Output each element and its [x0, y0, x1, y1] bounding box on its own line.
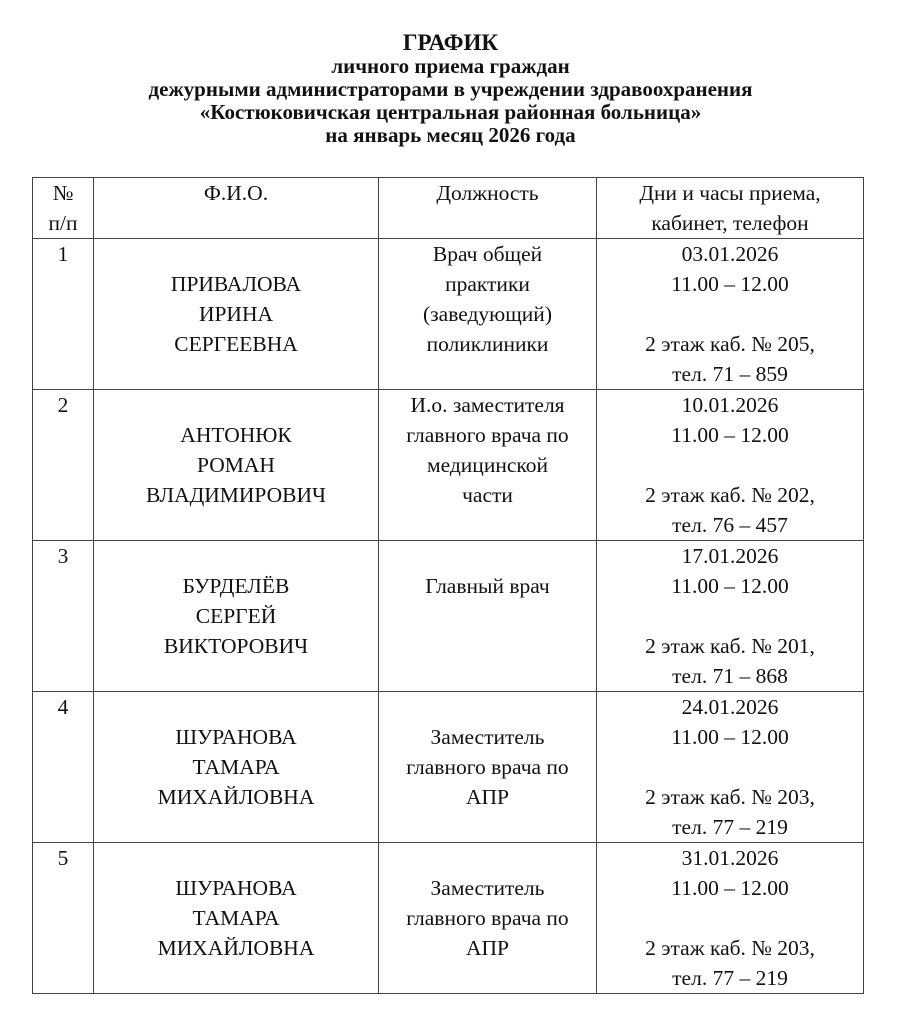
reception-hours: 11.00 – 12.00 [671, 574, 789, 598]
header-line-1: личного приема граждан [331, 54, 570, 78]
position-line [383, 843, 592, 873]
reception-info [597, 390, 864, 541]
spacer [601, 903, 859, 933]
person-name-line: ВИКТОРОВИЧ [163, 634, 309, 658]
document-header [0, 30, 901, 147]
header-line-3: «Костюковичская центральная районная больница» [199, 100, 702, 124]
row-number: 4 [33, 692, 94, 843]
person-name-line: АНТОНЮК [180, 423, 292, 447]
reception-phone: тел. 77 – 219 [672, 966, 788, 990]
person-name-line: ШУРАНОВА [175, 725, 297, 749]
position-line: (заведующий) [423, 302, 552, 326]
spacer [601, 450, 859, 480]
position [379, 239, 597, 390]
reception-hours: 11.00 – 12.00 [671, 725, 789, 749]
person-name-line: МИХАЙЛОВНА [157, 785, 315, 809]
reception-info [597, 692, 864, 843]
position-line: главного врача по [406, 755, 569, 779]
table-header-row [33, 178, 864, 239]
spacer [601, 299, 859, 329]
reception-date: 17.01.2026 [681, 544, 779, 568]
document-title: ГРАФИК [402, 30, 499, 55]
reception-phone: тел. 71 – 859 [672, 362, 788, 386]
reception-hours: 11.00 – 12.00 [671, 876, 789, 900]
reception-info [597, 541, 864, 692]
row-number: 3 [33, 541, 94, 692]
reception-hours: 11.00 – 12.00 [671, 423, 789, 447]
reception-room: 2 этаж каб. № 205, [645, 332, 815, 356]
table-row [33, 390, 864, 541]
person-name-lines [98, 541, 374, 661]
header-line-2: дежурными администраторами в учреждении здравоохранения [148, 77, 753, 101]
person-name-line: БУРДЕЛЁВ [182, 574, 290, 598]
spacer [601, 601, 859, 631]
row-number: 2 [33, 390, 94, 541]
person-name-line: МИХАЙЛОВНА [157, 936, 315, 960]
column-header-schedule-line-1: Дни и часы приема, [639, 181, 821, 205]
column-header-name: Ф.И.О. [94, 178, 379, 239]
position-line [383, 692, 592, 722]
table-row [33, 239, 864, 390]
position-line: Врач общей [432, 242, 543, 266]
schedule-table [32, 177, 864, 994]
person-name [94, 390, 379, 541]
column-header-number-line-1: № [52, 181, 74, 205]
reception-room: 2 этаж каб. № 203, [645, 936, 815, 960]
reception-date: 31.01.2026 [681, 846, 779, 870]
position-line: АПР [465, 785, 509, 809]
column-header-position: Должность [379, 178, 597, 239]
person-name [94, 541, 379, 692]
position-line: Заместитель [430, 876, 545, 900]
position-line: Заместитель [430, 725, 545, 749]
person-name [94, 239, 379, 390]
person-name-line: ВЛАДИМИРОВИЧ [145, 483, 327, 507]
position [379, 692, 597, 843]
person-name [94, 692, 379, 843]
reception-phone: тел. 76 – 457 [672, 513, 788, 537]
position-line: Главный врач [425, 574, 550, 598]
reception-room: 2 этаж каб. № 202, [645, 483, 815, 507]
person-name-line: СЕРГЕЕВНА [174, 332, 298, 356]
person-name-line: ШУРАНОВА [175, 876, 297, 900]
reception-room: 2 этаж каб. № 201, [645, 634, 815, 658]
position-line: АПР [465, 936, 509, 960]
row-number: 1 [33, 239, 94, 390]
person-name-line: ПРИВАЛОВА [170, 272, 302, 296]
position-line [383, 541, 592, 571]
position-line: главного врача по [406, 906, 569, 930]
reception-phone: тел. 71 – 868 [672, 664, 788, 688]
table-row [33, 692, 864, 843]
spacer [601, 752, 859, 782]
person-name [94, 843, 379, 994]
position-line: практики [445, 272, 530, 296]
person-name-lines [98, 239, 374, 359]
position [379, 390, 597, 541]
column-header-schedule-line-2: кабинет, телефон [651, 211, 809, 235]
position-line: поликлиники [426, 332, 549, 356]
person-name-line: ТАМАРА [192, 906, 280, 930]
reception-hours: 11.00 – 12.00 [671, 272, 789, 296]
reception-date: 24.01.2026 [681, 695, 779, 719]
column-header-schedule [597, 178, 864, 239]
position [379, 541, 597, 692]
reception-info [597, 843, 864, 994]
reception-room: 2 этаж каб. № 203, [645, 785, 815, 809]
person-name-line: СЕРГЕЙ [195, 604, 277, 628]
person-name-line: ТАМАРА [192, 755, 280, 779]
position [379, 843, 597, 994]
row-number: 5 [33, 843, 94, 994]
position-line: И.о. заместителя [410, 393, 565, 417]
column-header-number [33, 178, 94, 239]
reception-info [597, 239, 864, 390]
person-name-lines [98, 390, 374, 510]
position-line: части [462, 483, 513, 507]
reception-date: 03.01.2026 [681, 242, 779, 266]
reception-phone: тел. 77 – 219 [672, 815, 788, 839]
table-row [33, 541, 864, 692]
person-name-line: ИРИНА [198, 302, 274, 326]
position-line: медицинской [427, 453, 548, 477]
table-row [33, 843, 864, 994]
person-name-lines [98, 843, 374, 963]
person-name-lines [98, 692, 374, 812]
reception-date: 10.01.2026 [681, 393, 779, 417]
column-header-number-line-2: п/п [48, 211, 78, 235]
header-line-4: на январь месяц 2026 года [325, 123, 576, 147]
person-name-line: РОМАН [197, 453, 275, 477]
position-line: главного врача по [406, 423, 569, 447]
